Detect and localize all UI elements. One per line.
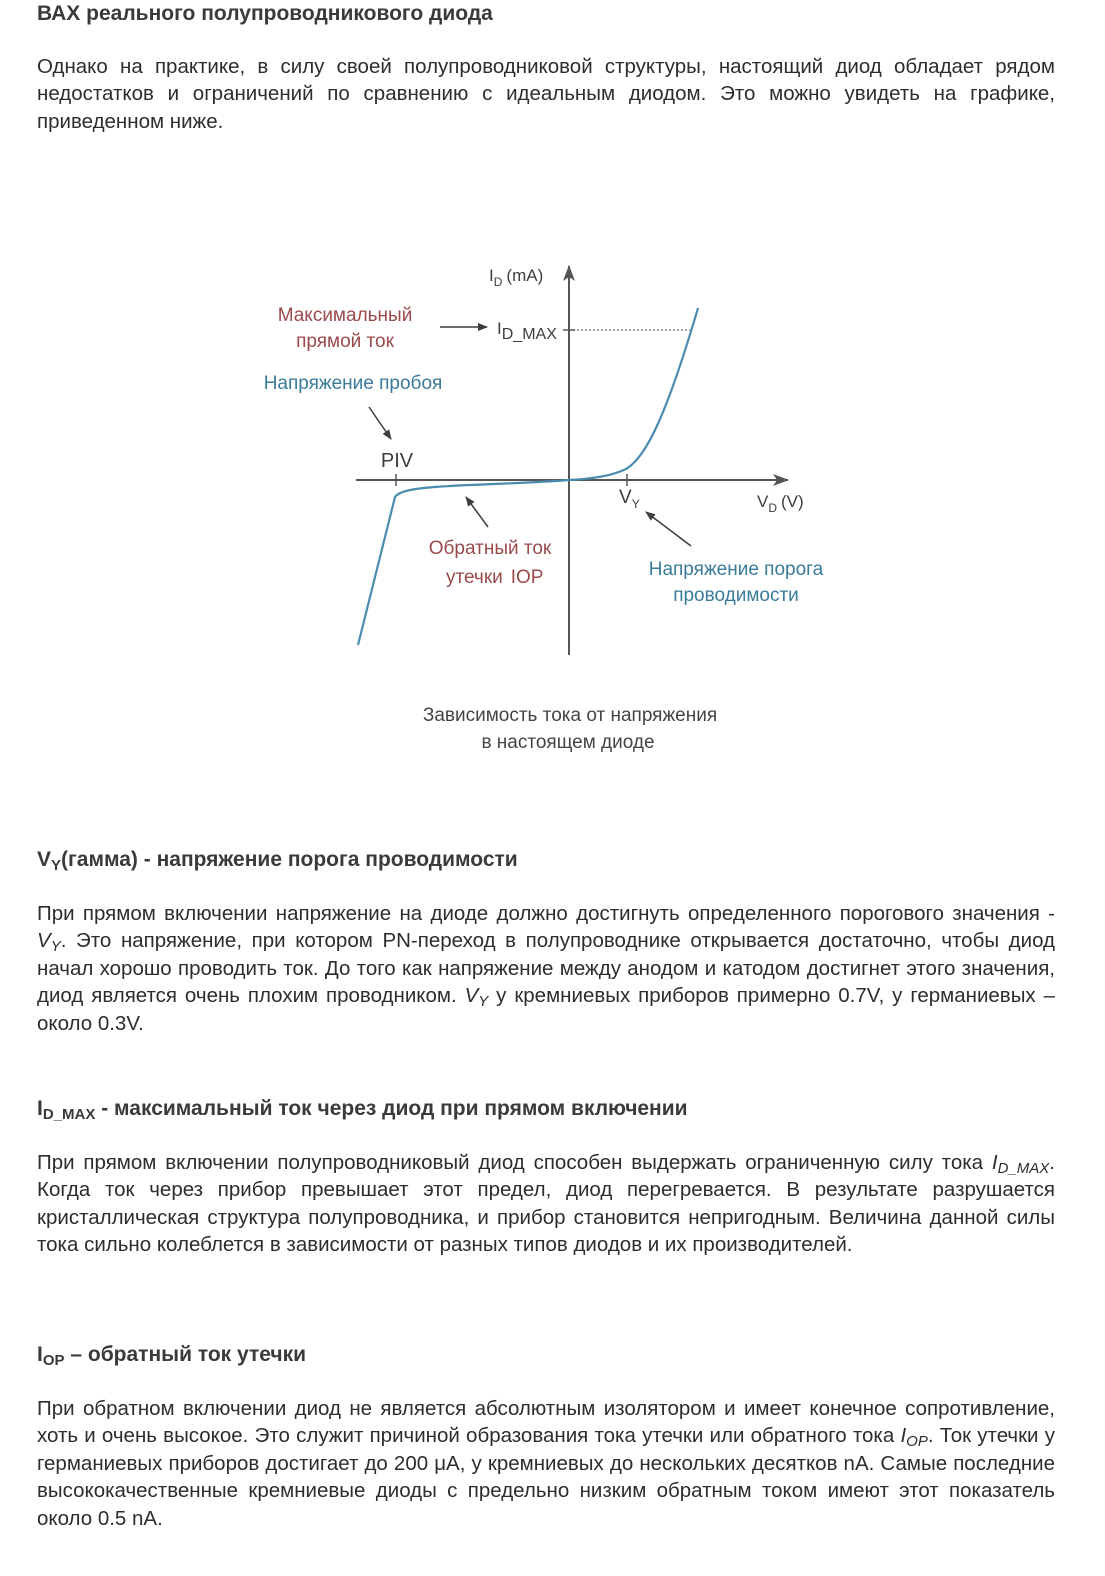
piv-label: PIV (380, 450, 414, 472)
breakdown-voltage-label: Напряжение пробоя (263, 373, 443, 394)
leakage-label-line2: утечки IOP (446, 567, 544, 588)
section-heading-iop: $I_{OP}$ – обратный ток утечки (37, 1343, 307, 1369)
diagram-caption-line1: Зависимость тока от напряжения (422, 705, 718, 726)
threshold-label-line2: проводимости (673, 585, 799, 606)
x-axis-label: $V_D$ (V) (757, 492, 804, 515)
max-current-label-line2: прямой ток (296, 331, 394, 352)
breakdown-arrow (369, 407, 391, 439)
leakage-arrow (466, 497, 488, 527)
section-body-iop: При обратном включении диод не является абсолютным изолятором и имеет конечное сопротивление, хоть и очень высокое. Это служит причиной образования тока утечки или обратного тока $I_{OP}$. Ток утечки у германиевых приборов достигает до 200 μA, у кремниевых до нескольких десятков nA. Самые последние высококачественные кремниевые диоды с предельно низким обратным током имеют этот показатель около 0.5 nA. (37, 1397, 1055, 1530)
section-body-vy: При прямом включении напряжение на диоде должно достигнуть определенного порогового значения - $V_Y$. Это напряжение, при котором PN-переход в полупроводнике открывается достаточно, чтобы диод начал хорошо проводить ток. До того как напряжение между анодом и катодом достигнет этого значения, диод является очень плохим проводником. $V_Y$ у кремниевых приборов примерно 0.7V, у германиевых – около 0.3V. (37, 902, 1055, 1035)
section-heading-vy: $V_Y(гамма)$ - напряжение порога проводимости (37, 848, 518, 874)
threshold-label-line1: Напряжение порога (648, 559, 824, 580)
leakage-label-line1: Обратный ток (428, 538, 552, 559)
section-title: ВАХ реального полупроводникового диода (37, 2, 493, 25)
y-axis-label: $I_D$ (mA) (489, 266, 544, 289)
section-heading-idmax: $I_{D\_MAX}$ - максимальный ток через диод при прямом включении (37, 1097, 688, 1123)
threshold-arrow (646, 512, 691, 546)
diagram-caption-line2: в настоящем диоде (481, 732, 655, 753)
intro-paragraph: Однако на практике, в силу своей полупроводниковой структуры, настоящий диод обладает рядом недостатков и ограничений по сравнению с идеальным диодом. Это можно увидеть на графике, приведенном ниже. (37, 55, 1055, 133)
vy-label: $V_Y$ (619, 487, 640, 511)
max-current-label-line1: Максимальный (277, 305, 413, 326)
diode-iv-curve (358, 308, 698, 645)
idmax-label: ID_MAX (497, 319, 557, 343)
section-body-idmax: При прямом включении полупроводниковый диод способен выдержать ограниченную силу тока $I_{D\_MAX}$. Когда ток через прибор превышает этот предел, диод перегревается. В результате разрушается кристаллическая структура полупроводника, и прибор становится непригодным. Величина данной силы тока сильно колеблется в зависимости от разных типов диодов и их производителей. (37, 1151, 1055, 1257)
